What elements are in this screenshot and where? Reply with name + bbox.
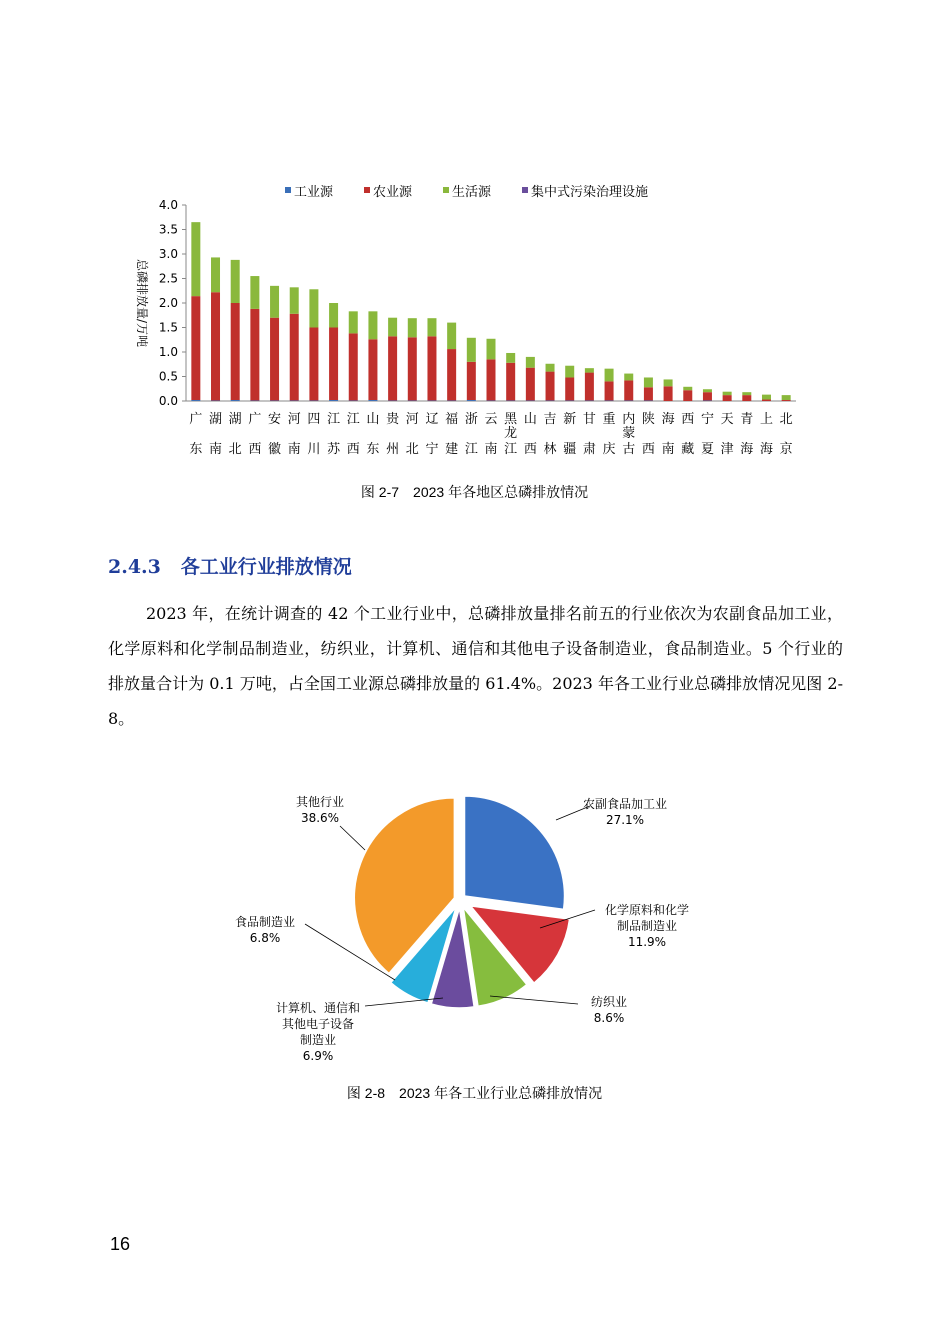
figure-caption-2-8: 图 2-8 2023 年各工业行业总磷排放情况	[346, 1085, 603, 1101]
pie-chart	[0, 770, 949, 1080]
bar-农业源	[565, 377, 574, 400]
x-tick-label: 建	[445, 442, 459, 457]
x-tick-label: 海	[740, 442, 754, 457]
bar-农业源	[526, 368, 535, 401]
y-tick-label: 0.0	[158, 394, 178, 408]
x-tick-label: 徽	[268, 442, 282, 457]
x-tick-label: 甘	[582, 412, 596, 427]
bar-农业源	[683, 390, 692, 401]
x-tick-label: 新	[563, 412, 577, 427]
page-number: 16	[110, 1234, 131, 1254]
x-tick-label: 西	[248, 442, 262, 457]
x-tick-label: 津	[720, 442, 734, 457]
x-tick-label: 川	[307, 442, 321, 457]
x-tick-label: 四	[307, 412, 321, 427]
bar-生活源	[290, 287, 299, 313]
bar-生活源	[447, 323, 456, 349]
y-tick-label: 1.0	[158, 345, 178, 359]
bar-农业源	[408, 337, 417, 400]
x-tick-label: 西	[346, 442, 360, 457]
bar-农业源	[427, 336, 436, 400]
pie-label: 化学原料和化学制品制造业 11.9%	[604, 903, 690, 949]
bar-生活源	[526, 357, 535, 368]
y-tick-label: 3.5	[158, 222, 178, 237]
x-tick-label: 陕	[641, 412, 655, 427]
x-tick-label: 浙	[464, 412, 478, 427]
bar-生活源	[467, 338, 476, 362]
bar-生活源	[408, 318, 417, 337]
bar-工业源	[231, 400, 240, 401]
x-tick-label: 福	[445, 412, 459, 427]
x-tick-label: 林	[543, 442, 557, 457]
bar-生活源	[250, 276, 259, 309]
x-tick-label: 龙	[504, 426, 518, 441]
x-tick-label: 庆	[602, 442, 616, 457]
bar-生活源	[762, 395, 771, 400]
bar-生活源	[309, 289, 318, 327]
x-tick-label: 古	[622, 442, 636, 457]
x-tick-label: 湖	[228, 412, 242, 427]
legend-label: 农业源	[373, 185, 413, 200]
bar-生活源	[664, 379, 673, 386]
bar-chart	[0, 170, 949, 470]
bar-农业源	[270, 318, 279, 401]
y-tick-label: 3.0	[158, 247, 178, 261]
x-tick-label: 河	[287, 412, 301, 427]
x-tick-label: 广	[189, 412, 203, 427]
section-heading	[108, 552, 352, 579]
bar-生活源	[565, 366, 574, 378]
x-tick-label: 西	[523, 442, 537, 457]
x-tick-label: 东	[189, 442, 203, 457]
bar-农业源	[644, 387, 653, 400]
x-tick-label: 南	[209, 442, 223, 457]
x-tick-label: 东	[366, 442, 380, 457]
x-tick-label: 西	[641, 442, 655, 457]
bar-农业源	[742, 395, 751, 401]
bar-农业源	[231, 303, 240, 400]
bar-农业源	[487, 359, 496, 400]
x-tick-label: 黑	[504, 412, 518, 427]
x-tick-label: 江	[327, 412, 341, 427]
x-tick-label: 南	[661, 442, 675, 457]
figure-caption-2-7: 图 2-7 2023 年各地区总磷排放情况	[360, 484, 589, 500]
bar-生活源	[368, 311, 377, 339]
bar-农业源	[703, 392, 712, 400]
bar-农业源	[211, 292, 220, 400]
bar-农业源	[506, 363, 515, 401]
bar-生活源	[211, 257, 220, 292]
x-tick-label: 天	[720, 412, 734, 427]
pie-label: 其他行业 38.6%	[295, 795, 345, 825]
bar-生活源	[349, 311, 358, 333]
bar-农业源	[191, 296, 200, 400]
bar-农业源	[782, 400, 791, 401]
bar-工业源	[329, 400, 338, 401]
bar-生活源	[644, 377, 653, 387]
bar-生活源	[388, 318, 397, 337]
x-tick-label: 辽	[425, 412, 439, 427]
bar-农业源	[250, 309, 259, 401]
bar-农业源	[309, 328, 318, 401]
x-tick-label: 云	[484, 412, 498, 427]
bar-生活源	[683, 387, 692, 390]
x-tick-label: 宁	[700, 412, 714, 427]
x-tick-label: 北	[228, 442, 242, 457]
x-tick-label: 北	[779, 412, 793, 427]
bar-农业源	[624, 380, 633, 400]
x-tick-label: 内	[622, 412, 636, 427]
x-tick-label: 南	[484, 442, 498, 457]
pie-label: 食品制造业 6.8%	[234, 915, 296, 945]
y-tick-label: 2.5	[158, 271, 178, 286]
bar-农业源	[388, 336, 397, 400]
y-tick-label: 1.5	[158, 320, 178, 335]
bar-生活源	[487, 339, 496, 360]
bar-农业源	[447, 349, 456, 400]
legend-swatch	[443, 187, 449, 193]
bar-工业源	[191, 400, 200, 401]
x-tick-label: 重	[602, 412, 616, 427]
x-tick-label: 藏	[681, 442, 695, 457]
bar-生活源	[506, 353, 515, 363]
bar-生活源	[605, 369, 614, 382]
x-tick-label: 北	[405, 442, 419, 457]
x-tick-label: 海	[661, 412, 675, 427]
body-paragraph: 2023 年，在统计调查的 42 个工业行业中，总磷排放量排名前五的行业依次为农副食品加工业，化学原料和化学制品制造业，纺织业，计算机、通信和其他电子设备制造业，食品制造业。5 个行业的排放量合计为 0.1 万吨，占全国工业源总磷排放量的 61.4%。2023 年各工业行业总磷排放情况见图 2-8。	[108, 604, 843, 728]
leader-line	[490, 996, 578, 1004]
x-tick-label: 肃	[582, 442, 596, 457]
bar-农业源	[664, 386, 673, 401]
leader-line	[340, 826, 365, 850]
bar-生活源	[703, 389, 712, 392]
bar-农业源	[290, 314, 299, 401]
bar-农业源	[605, 381, 614, 400]
bar-农业源	[546, 372, 555, 401]
x-tick-label: 山	[366, 412, 380, 427]
pie-slice	[465, 796, 565, 909]
bar-生活源	[585, 368, 594, 372]
x-tick-label: 州	[386, 442, 400, 457]
bar-工业源	[368, 400, 377, 401]
x-tick-label: 宁	[425, 442, 439, 457]
x-tick-label: 南	[287, 442, 301, 457]
bar-生活源	[624, 374, 633, 381]
legend-label: 生活源	[452, 185, 492, 200]
x-tick-label: 吉	[543, 412, 557, 427]
bar-生活源	[546, 364, 555, 372]
x-tick-label: 江	[346, 412, 360, 427]
pie-label: 计算机、通信和其他电子设备制造业 6.9%	[275, 1001, 361, 1063]
x-tick-label: 安	[268, 412, 282, 427]
legend-label: 集中式污染治理设施	[531, 185, 649, 200]
x-tick-label: 广	[248, 412, 262, 427]
bar-农业源	[762, 400, 771, 401]
pie-label: 纺织业 8.6%	[590, 995, 628, 1025]
x-tick-label: 京	[779, 442, 793, 457]
legend-label: 工业源	[294, 185, 334, 200]
y-tick-label: 0.5	[158, 369, 178, 384]
x-tick-label: 山	[523, 412, 537, 427]
bar-农业源	[349, 333, 358, 400]
x-tick-label: 江	[464, 442, 478, 457]
legend-swatch	[522, 187, 528, 193]
bar-生活源	[723, 392, 732, 395]
pie-label: 农副食品加工业 27.1%	[582, 797, 668, 827]
x-tick-label: 疆	[563, 442, 577, 457]
x-tick-label: 夏	[700, 442, 714, 457]
legend-swatch	[364, 187, 370, 193]
bar-生活源	[329, 303, 338, 328]
legend-swatch	[285, 187, 291, 193]
bar-农业源	[723, 395, 732, 401]
x-tick-label: 西	[681, 412, 695, 427]
bar-农业源	[368, 339, 377, 400]
x-tick-label: 上	[759, 412, 773, 427]
y-axis-label: 总磷排放量/万吨	[135, 258, 149, 348]
bar-农业源	[585, 373, 594, 401]
x-tick-label: 苏	[327, 442, 341, 457]
bar-生活源	[191, 222, 200, 296]
bar-生活源	[427, 318, 436, 336]
section-title: 各工业行业排放情况	[180, 556, 352, 578]
bar-农业源	[329, 328, 338, 401]
bar-农业源	[467, 362, 476, 400]
x-tick-label: 贵	[386, 412, 400, 427]
y-tick-label: 2.0	[158, 296, 178, 310]
x-tick-label: 江	[504, 442, 518, 457]
x-tick-label: 海	[759, 442, 773, 457]
x-tick-label: 蒙	[622, 426, 636, 441]
bar-生活源	[742, 392, 751, 395]
x-tick-label: 青	[740, 412, 754, 427]
bar-生活源	[231, 260, 240, 303]
section-number: 2.4.3	[108, 556, 161, 578]
bar-生活源	[270, 286, 279, 318]
x-tick-label: 河	[405, 412, 419, 427]
y-tick-label: 4.0	[158, 198, 178, 212]
bar-生活源	[782, 395, 791, 400]
bar-工业源	[467, 400, 476, 401]
x-tick-label: 湖	[209, 412, 223, 427]
